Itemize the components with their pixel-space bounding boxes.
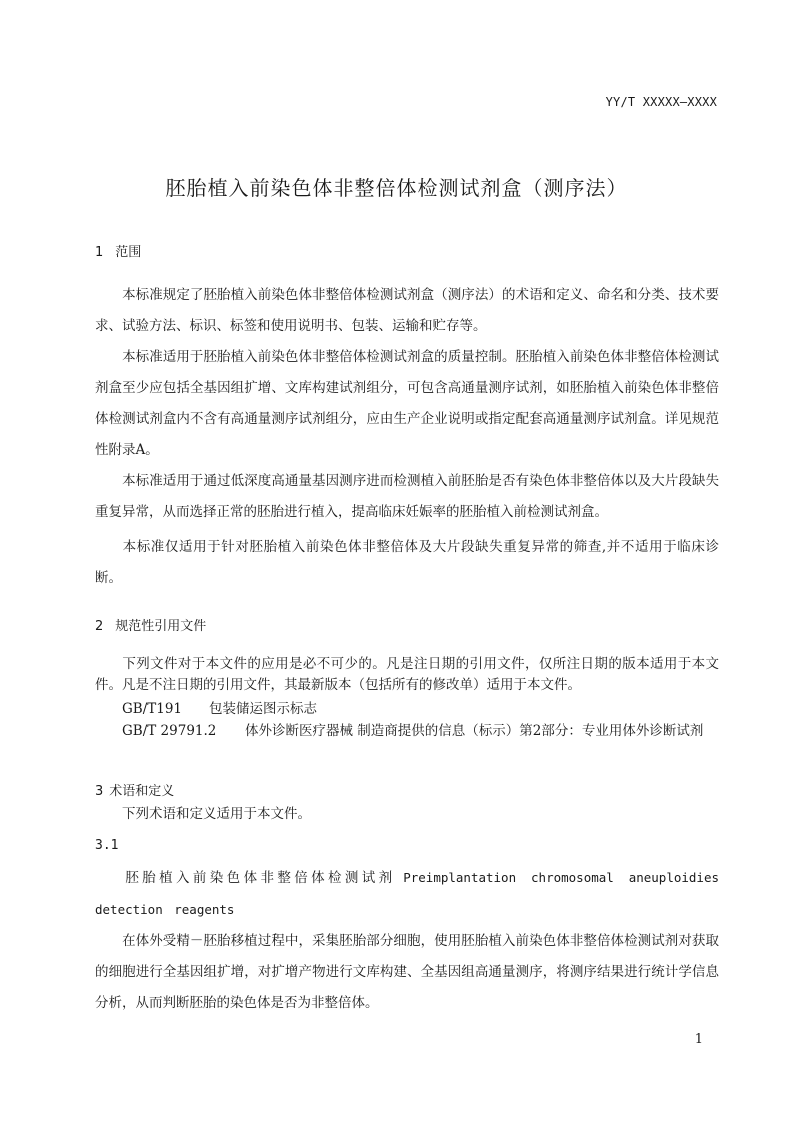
section-title: 范围 [115, 245, 142, 260]
standard-number: YY/T XXXXX—XXXX [605, 95, 717, 109]
section-heading-terms [95, 780, 174, 799]
document-title: 胚胎植入前染色体非整倍体检测试剂盒（测序法） [165, 176, 628, 200]
term-entry [95, 862, 719, 926]
reference-code: GB/T 29791.2 [122, 723, 217, 739]
section-heading-scope [95, 241, 141, 260]
reference-title: 包装储运图示标志 [209, 701, 317, 717]
reference-item [122, 719, 703, 739]
section-title: 规范性引用文件 [115, 619, 207, 634]
term-english: Preimplantation chromosomal aneuploidies detection reagents [95, 870, 720, 917]
section-title: 术语和定义 [109, 784, 175, 799]
section-number: 1 [95, 245, 104, 260]
section-heading-normative-references [95, 615, 206, 634]
page-number: 1 [694, 1032, 703, 1047]
paragraph: 本标准仅适用于针对胚胎植入前染色体非整倍体及大片段缺失重复异常的筛查,并不适用于临床诊断。 [95, 539, 719, 586]
reference-item [122, 697, 317, 717]
reference-title: 体外诊断医疗器械 制造商提供的信息（标示）第2部分：专业用体外诊断试剂 [245, 723, 704, 739]
paragraph: 本标准适用于通过低深度高通量基因测序进而检测植入前胚胎是否有染色体非整倍体以及大片段缺失重复异常，从而选择正常的胚胎进行植入，提高临床妊娠率的胚胎植入前检测试剂盒。 [95, 473, 719, 520]
term-definition: 在体外受精－胚胎移植过程中，采集胚胎部分细胞，使用胚胎植入前染色体非整倍体检测试剂对获取的细胞进行全基因组扩增，对扩增产物进行文库构建、全基因组高通量测序，将测序结果进行统计学信息分析，从而判断胚胎的染色体是否为非整倍体。 [95, 933, 719, 1011]
term-number: 3.1 [95, 838, 119, 853]
section-number: 2 [95, 619, 104, 634]
section-number: 3 [95, 784, 104, 799]
paragraph: 下列术语和定义适用于本文件。 [122, 806, 311, 822]
paragraph: 下列文件对于本文件的应用是必不可少的。凡是注日期的引用文件，仅所注日期的版本适用于本文件。凡是不注日期的引用文件，其最新版本（包括所有的修改单）适用于本文件。 [95, 656, 719, 693]
paragraph: 本标准适用于胚胎植入前染色体非整倍体检测试剂盒的质量控制。胚胎植入前染色体非整倍体检测试剂盒至少应包括全基因组扩增、文库构建试剂组分，可包含高通量测序试剂，如胚胎植入前染色体非整倍体检测试剂盒内不含有高通量测序试剂组分，应由生产企业说明或指定配套高通量测序试剂盒。详见规范性附录A。 [95, 349, 719, 458]
reference-code: GB/T191 [122, 701, 183, 717]
paragraph: 本标准规定了胚胎植入前染色体非整倍体检测试剂盒（测序法）的术语和定义、命名和分类、技术要求、试验方法、标识、标签和使用说明书、包装、运输和贮存等。 [95, 287, 719, 334]
term-chinese: 胚胎植入前染色体非整倍体检测试剂 [122, 870, 396, 886]
